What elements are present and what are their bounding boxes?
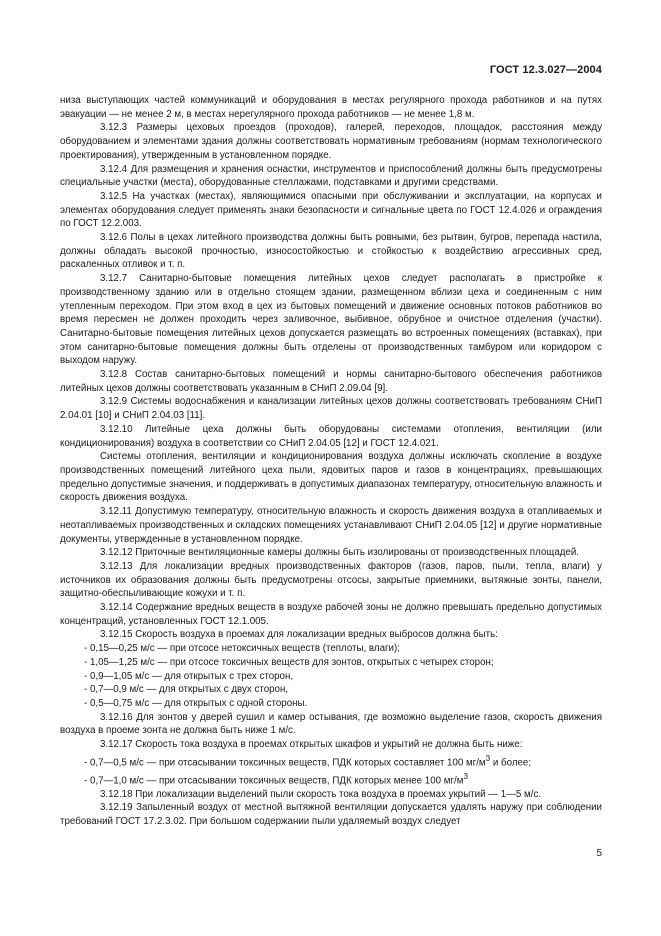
list-item-text: - 0,7—0,5 м/с — при отсасывании токсичных веществ, ПДК которых составляет 100 мг/м [84,757,486,768]
list-item [60,752,602,770]
superscript: 3 [463,771,468,781]
list-item-text: - 0,7—1,0 м/с — при отсасывании токсичных веществ, ПДК которых менее 100 мг/м [84,774,464,786]
paragraph: 3.12.8 Состав санитарно-бытовых помещений и нормы санитарно-бытового обеспечения работников литейных цехов должны соответствовать указанным в СНиП 2.09.04 [9]. [60,369,602,394]
list-item-tail: и более; [490,757,532,768]
paragraph: низа выступающих частей коммуникаций и оборудования в местах регулярного прохода работников и на путях эвакуации — не менее 2 м, в местах нерегулярного прохода работников — не менее 1,8 м. [60,95,602,120]
paragraph: 3.12.6 Полы в цехах литейного производства должны быть ровными, без рытвин, бугров, перепада настила, должны обладать высокой прочностью, износостойкостью и стойкостью к воздействию агрессивных сред, раскаленных отливок и т. п. [60,232,602,271]
list-item [60,770,602,788]
document-header-id: ГОСТ 12.3.027—2004 [489,64,602,76]
paragraph: 3.12.3 Размеры цеховых проездов (проходов), галерей, переходов, площадок, расстояния между оборудованием и элементами здания должны соответствовать нормативным требованиям (нормам технологического проектирования), утвержденным в установленном порядке. [60,122,602,161]
paragraph: 3.12.11 Допустимую температуру, относительную влажность и скорость движения воздуха в отапливаемых и неотапливаемых производственных и складских помещениях устанавливают СНиП 2.04.05 [12] и другие нормативные документы, утвержденные в установленном порядке. [60,506,602,545]
list-item: - 0,15—0,25 м/с — при отсосе нетоксичных веществ (теплоты, влаги); [84,643,400,655]
list-item: - 1,05—1,25 м/с — при отсосе токсичных веществ для зонтов, открытых с четырех сторон; [84,656,494,668]
paragraph: 3.12.16 Для зонтов у дверей сушил и камер остывания, где возможно выделение газов, скорость движения воздуха в проеме зонта не должна быть ниже 1 м/с. [60,711,602,737]
document-body [60,94,602,829]
paragraph: 3.12.4 Для размещения и хранения оснастки, инструментов и приспособлений должны быть предусмотрены специальные участки (места), оборудованные стеллажами, подставками и другими средствами. [60,163,602,189]
paragraph: 3.12.13 Для локализации вредных производственных факторов (газов, паров, пыли, тепла, влаги) у источников их образования должны быть предусмотрены отсосы, закрытые приемники, вытяжные зонты, панели, защитно-обеспыливающие кожухи и т. п. [60,560,602,600]
list-item: - 0,9—1,05 м/с — для открытых с трех сторон, [84,670,294,682]
paragraph: 3.12.14 Содержание вредных веществ в воздухе рабочей зоны не должно превышать предельно допустимых концентраций, установленных ГОСТ 12.1.005. [60,602,602,627]
paragraph: 3.12.17 Скорость тока воздуха в проемах открытых шкафов и укрытий не должна быть ниже: [100,739,523,751]
paragraph: 3.12.15 Скорость воздуха в проемах для локализации вредных выбросов должна быть: [100,629,498,641]
paragraph: 3.12.12 Приточные вентиляционные камеры должны быть изолированы от производственных площадей. [100,547,580,559]
paragraph: 3.12.9 Системы водоснабжения и канализации литейных цехов должны соответствовать требованиям СНиП 2.04.01 [10] и СНиП 2.04.03 [11]. [60,396,602,422]
list-item: - 0,5—0,75 м/с — для открытых с одной стороны. [84,697,308,709]
paragraph: Системы отопления, вентиляции и кондиционирования воздуха должны исключать скопление в воздухе производственных помещений литейного цеха пыли, ядовитых паров и газов в концентрациях, превышающих предельно допустимые значения, и поддерживать в допустимых диапазонах температуру, относительную влажность и скорость движения воздуха. [60,451,602,504]
superscript: 3 [485,753,491,763]
paragraph: 3.12.19 Запыленный воздух от местной вытяжной вентиляции допускается удалять наружу при соблюдении требований ГОСТ 17.2.3.02. При большом содержании пыли удаляемый воздух следует [60,802,602,828]
paragraph: 3.12.10 Литейные цеха должны быть оборудованы системами отопления, вентиляции (или кондиционирования) воздуха в соответствии со СНиП 2.04.05 [12] и ГОСТ 12.4.021. [60,423,602,449]
page-number: 5 [596,848,602,859]
paragraph: 3.12.5 На участках (местах), являющимися опасными при обслуживании и эксплуатации, на корпусах и элементах оборудования следует применять знаки безопасности и сигнальные цвета по ГОСТ 12.4.026 и ограждения по ГОСТ 12.2.003. [60,190,602,230]
list-item: - 0,7—0,9 м/с — для открытых с двух сторон, [84,684,289,696]
paragraph: 3.12.18 При локализации выделений пыли скорость тока воздуха в проемах укрытий — 1—5 м/с. [100,788,542,800]
paragraph: 3.12.7 Санитарно-бытовые помещения литейных цехов следует располагать в пристройке к производственному зданию или в отдельно стоящем здании, размещенном вблизи цеха и соединенным с ним утепленным переходом. При этом вход в цех из бытовых помещений и движение основных потоков работников во время пересмен не должен проходить через заливочное, выбивное, обрубное и очистное отделения (участки). Санитарно-бытовые помещения литейных цехов допускается размещать во встроенных помещениях (вставках), при этом санитарно-бытовые помещения должны быть отделены от производственных тамбуром или коридором с выходом наружу. [60,273,602,367]
